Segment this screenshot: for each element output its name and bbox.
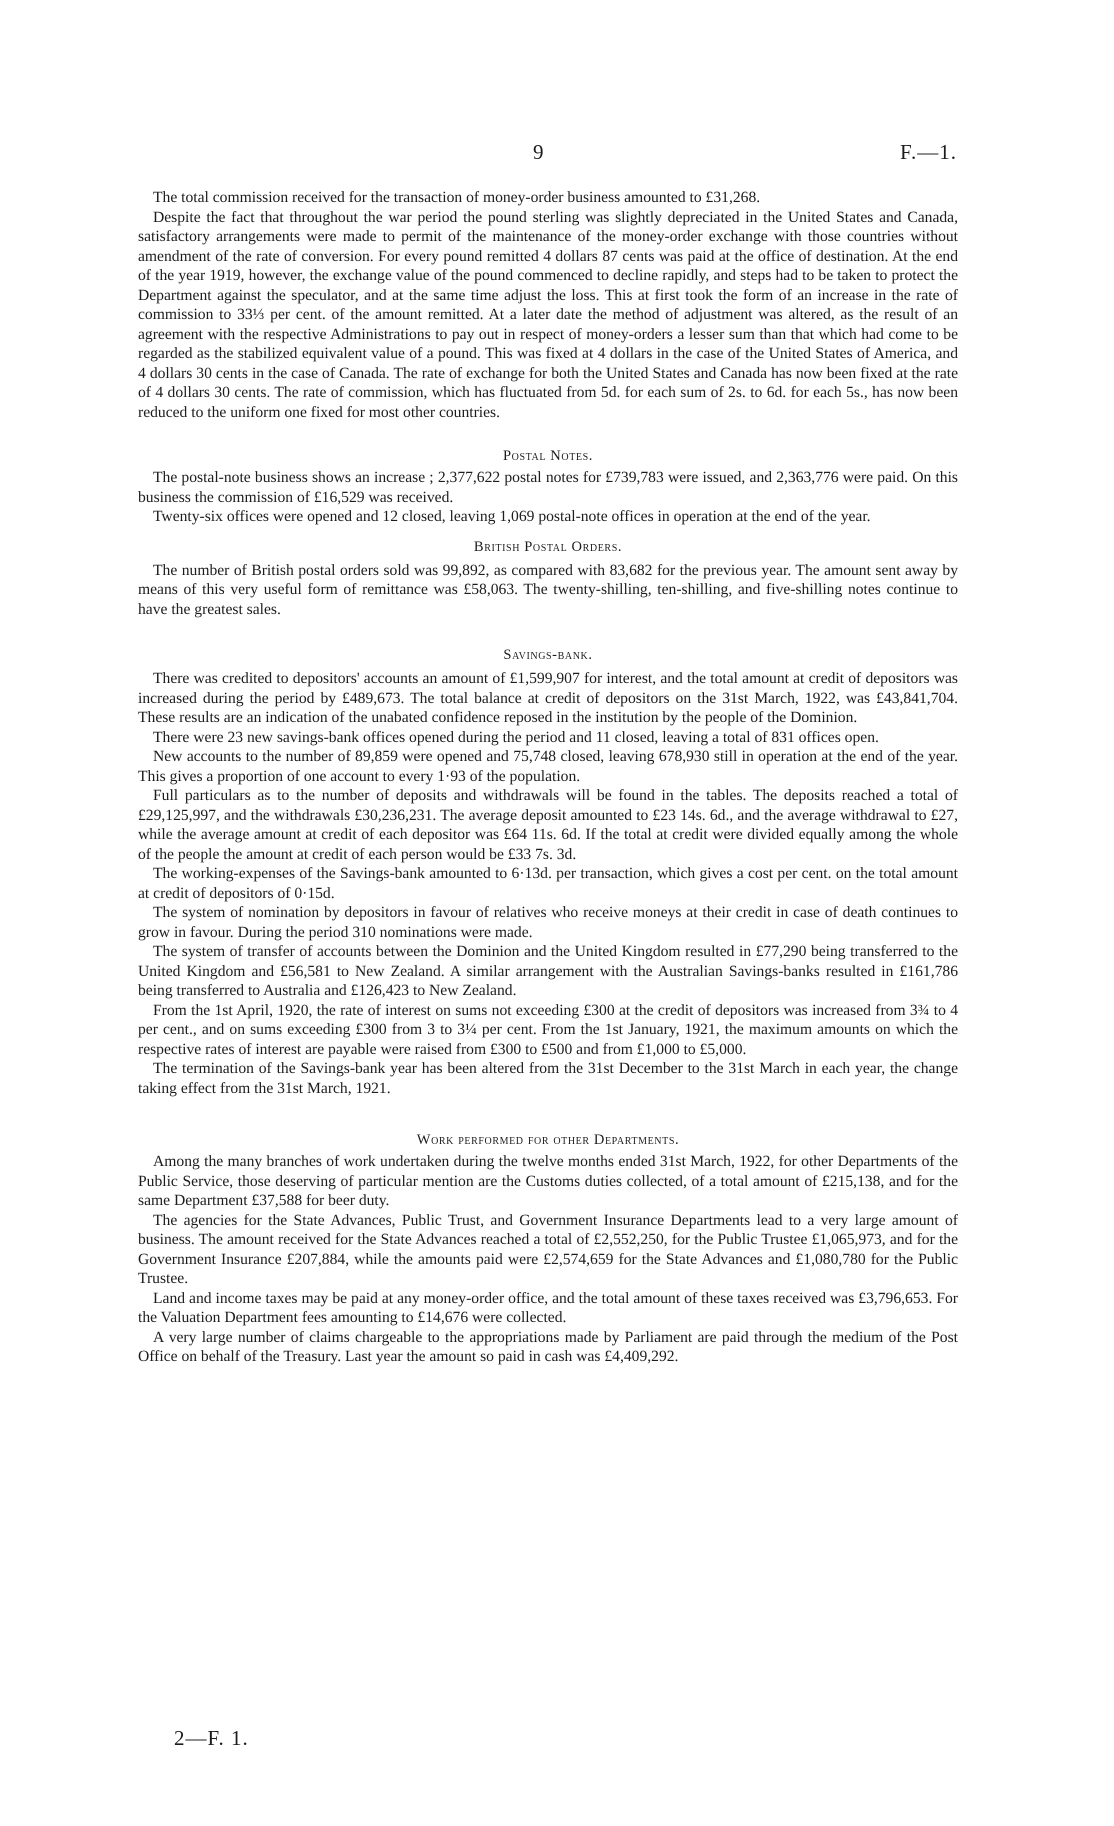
work-performed-heading: Work performed for other Departments. — [416, 1132, 680, 1148]
page-number: 9 — [533, 140, 544, 164]
footer-signature: 2—F. 1. — [174, 1726, 249, 1750]
document-reference: F.—1. — [900, 140, 957, 164]
work-performed-paragraph-4: A very large number of claims chargeable to the appropriations made by Parliament are paid through the medium of the Post Office on behalf of the Treasury. Last year the amount so paid in cash was £4,409,292. — [138, 1328, 958, 1365]
savings-bank-paragraph-3: New accounts to the number of 89,859 were opened and 75,748 closed, leaving 678,930 still in operation at the end of the year. This gives a proportion of one account to every 1·93 of the population. — [138, 748, 958, 785]
british-postal-orders-heading: British Postal Orders. — [473, 538, 623, 555]
postal-notes-heading: Postal Notes. — [502, 448, 593, 464]
savings-bank-paragraph-8: From the 1st April, 1920, the rate of interest on sums not exceeding £300 at the credit of depositors was increased from 3¾ to 4 per cent., and on sums exceeding £300 from 3 to 3¼ per cent. From the 1st January, 1921, the maximum amounts on which the respective rates of interest are payable were raised from £300 to £500 and from £1,000 to £5,000. — [138, 1001, 958, 1058]
postal-notes-paragraph-2: Twenty-six offices were opened and 12 closed, leaving 1,069 postal-note offices in operation at the end of the year. — [153, 508, 871, 525]
savings-bank-paragraph-2: There were 23 new savings-bank offices opened during the period and 11 closed, leaving a total of 831 offices open. — [153, 728, 879, 746]
savings-bank-paragraph-9: The termination of the Savings-bank year has been altered from the 31st December to the 31st March in each year, the change taking effect from the 31st March, 1921. — [138, 1060, 958, 1097]
savings-bank-paragraph-5: The working-expenses of the Savings-bank amounted to 6·13d. per transaction, which gives a cost per cent. on the total amount at credit of depositors of 0·15d. — [138, 865, 958, 902]
exchange-paragraph: Despite the fact that throughout the war period the pound sterling was slightly depreciated in the United States and Canada, satisfactory arrangements were made to permit of the maintenance of the money-order exchange with those countries without amendment of the rate of conversion. For every pound remitted 4 dollars 87 cents was paid at the office of destination. At the end of the year 1919, however, the exchange value of the pound commenced to decline rapidly, and steps had to be taken to protect the Department against the speculator, and at the same time adjust the loss. This at first took the form of an increase in the rate of commission to 33⅓ per cent. of the amount remitted. At a later date the method of adjustment was altered, as the result of an agreement with the respective Administrations to pay out in respect of money-orders a lesser sum than that which had come to be regarded as the stabilized equivalent value of a pound. This was fixed at 4 dollars in the case of the United States of America, and 4 dollars 30 cents in the case of Canada. The rate of exchange for both the United States and Canada has now been fixed at the rate of 4 dollars 30 cents. The rate of commission, which has fluctuated from 5d. for each sum of 2s. to 6d. for each 5s., has now been reduced to the uniform one fixed for most other countries. — [138, 208, 958, 421]
postal-notes-paragraph-1: The postal-note business shows an increase ; 2,377,622 postal notes for £739,783 were issued, and 2,363,776 were paid. On this business the commission of £16,529 was received. — [138, 469, 958, 506]
savings-bank-paragraph-7: The system of transfer of accounts between the Dominion and the United Kingdom resulted in £77,290 being transferred to the United Kingdom and £56,581 to New Zealand. A similar arrangement with the Australian Savings-banks resulted in £161,786 being transferred to Australia and £126,423 to New Zealand. — [138, 943, 958, 999]
commission-paragraph: The total commission received for the transaction of money-order business amounted to £31,268. — [153, 189, 761, 206]
work-performed-paragraph-1: Among the many branches of work undertaken during the twelve months ended 31st March, 1922, for other Departments of the Public Service, those deserving of particular mention are the Customs duties collected, of a total amount of £215,138, and for the same Department £37,588 for beer duty. — [138, 1153, 958, 1209]
savings-bank-paragraph-1: There was credited to depositors' accounts an amount of £1,599,907 for interest, and the total amount at credit of depositors was increased during the period by £489,673. The total balance at credit of depositors on the 31st March, 1922, was £43,841,704. These results are an indication of the unabated confidence reposed in the institution by the people of the Dominion. — [138, 670, 958, 726]
page-body — [138, 188, 958, 1367]
british-postal-orders-paragraph: The number of British postal orders sold was 99,892, as compared with 83,682 for the previous year. The amount sent away by means of this very useful form of remittance was £58,063. The twenty-shilling, ten-shilling, and five-shilling notes continue to have the greatest sales. — [138, 561, 958, 618]
work-performed-paragraph-2: The agencies for the State Advances, Public Trust, and Government Insurance Departments lead to a very large amount of business. The amount received for the State Advances reached a total of £2,552,250, for the Public Trustee £1,065,973, and for the Government Insurance £207,884, while the amounts paid were £2,574,659 for the State Advances and £1,080,780 for the Public Trustee. — [138, 1211, 958, 1287]
savings-bank-paragraph-4: Full particulars as to the number of deposits and withdrawals will be found in the tables. The deposits reached a total of £29,125,997, and the withdrawals £30,236,231. The average deposit amounted to £23 14s. 6d., and the average withdrawal to £27, while the average amount at credit of each depositor was £64 11s. 6d. If the total at credit were divided equally among the whole of the people the amount at credit of each person would be £33 7s. 3d. — [138, 787, 958, 863]
savings-bank-paragraph-6: The system of nomination by depositors in favour of relatives who receive moneys at their credit in case of death continues to grow in favour. During the period 310 nominations were made. — [138, 904, 958, 941]
work-performed-paragraph-3: Land and income taxes may be paid at any money-order office, and the total amount of these taxes received was £3,796,653. For the Valuation Department fees amounting to £14,676 were collected. — [138, 1289, 958, 1326]
savings-bank-heading: Savings-bank. — [503, 647, 593, 663]
